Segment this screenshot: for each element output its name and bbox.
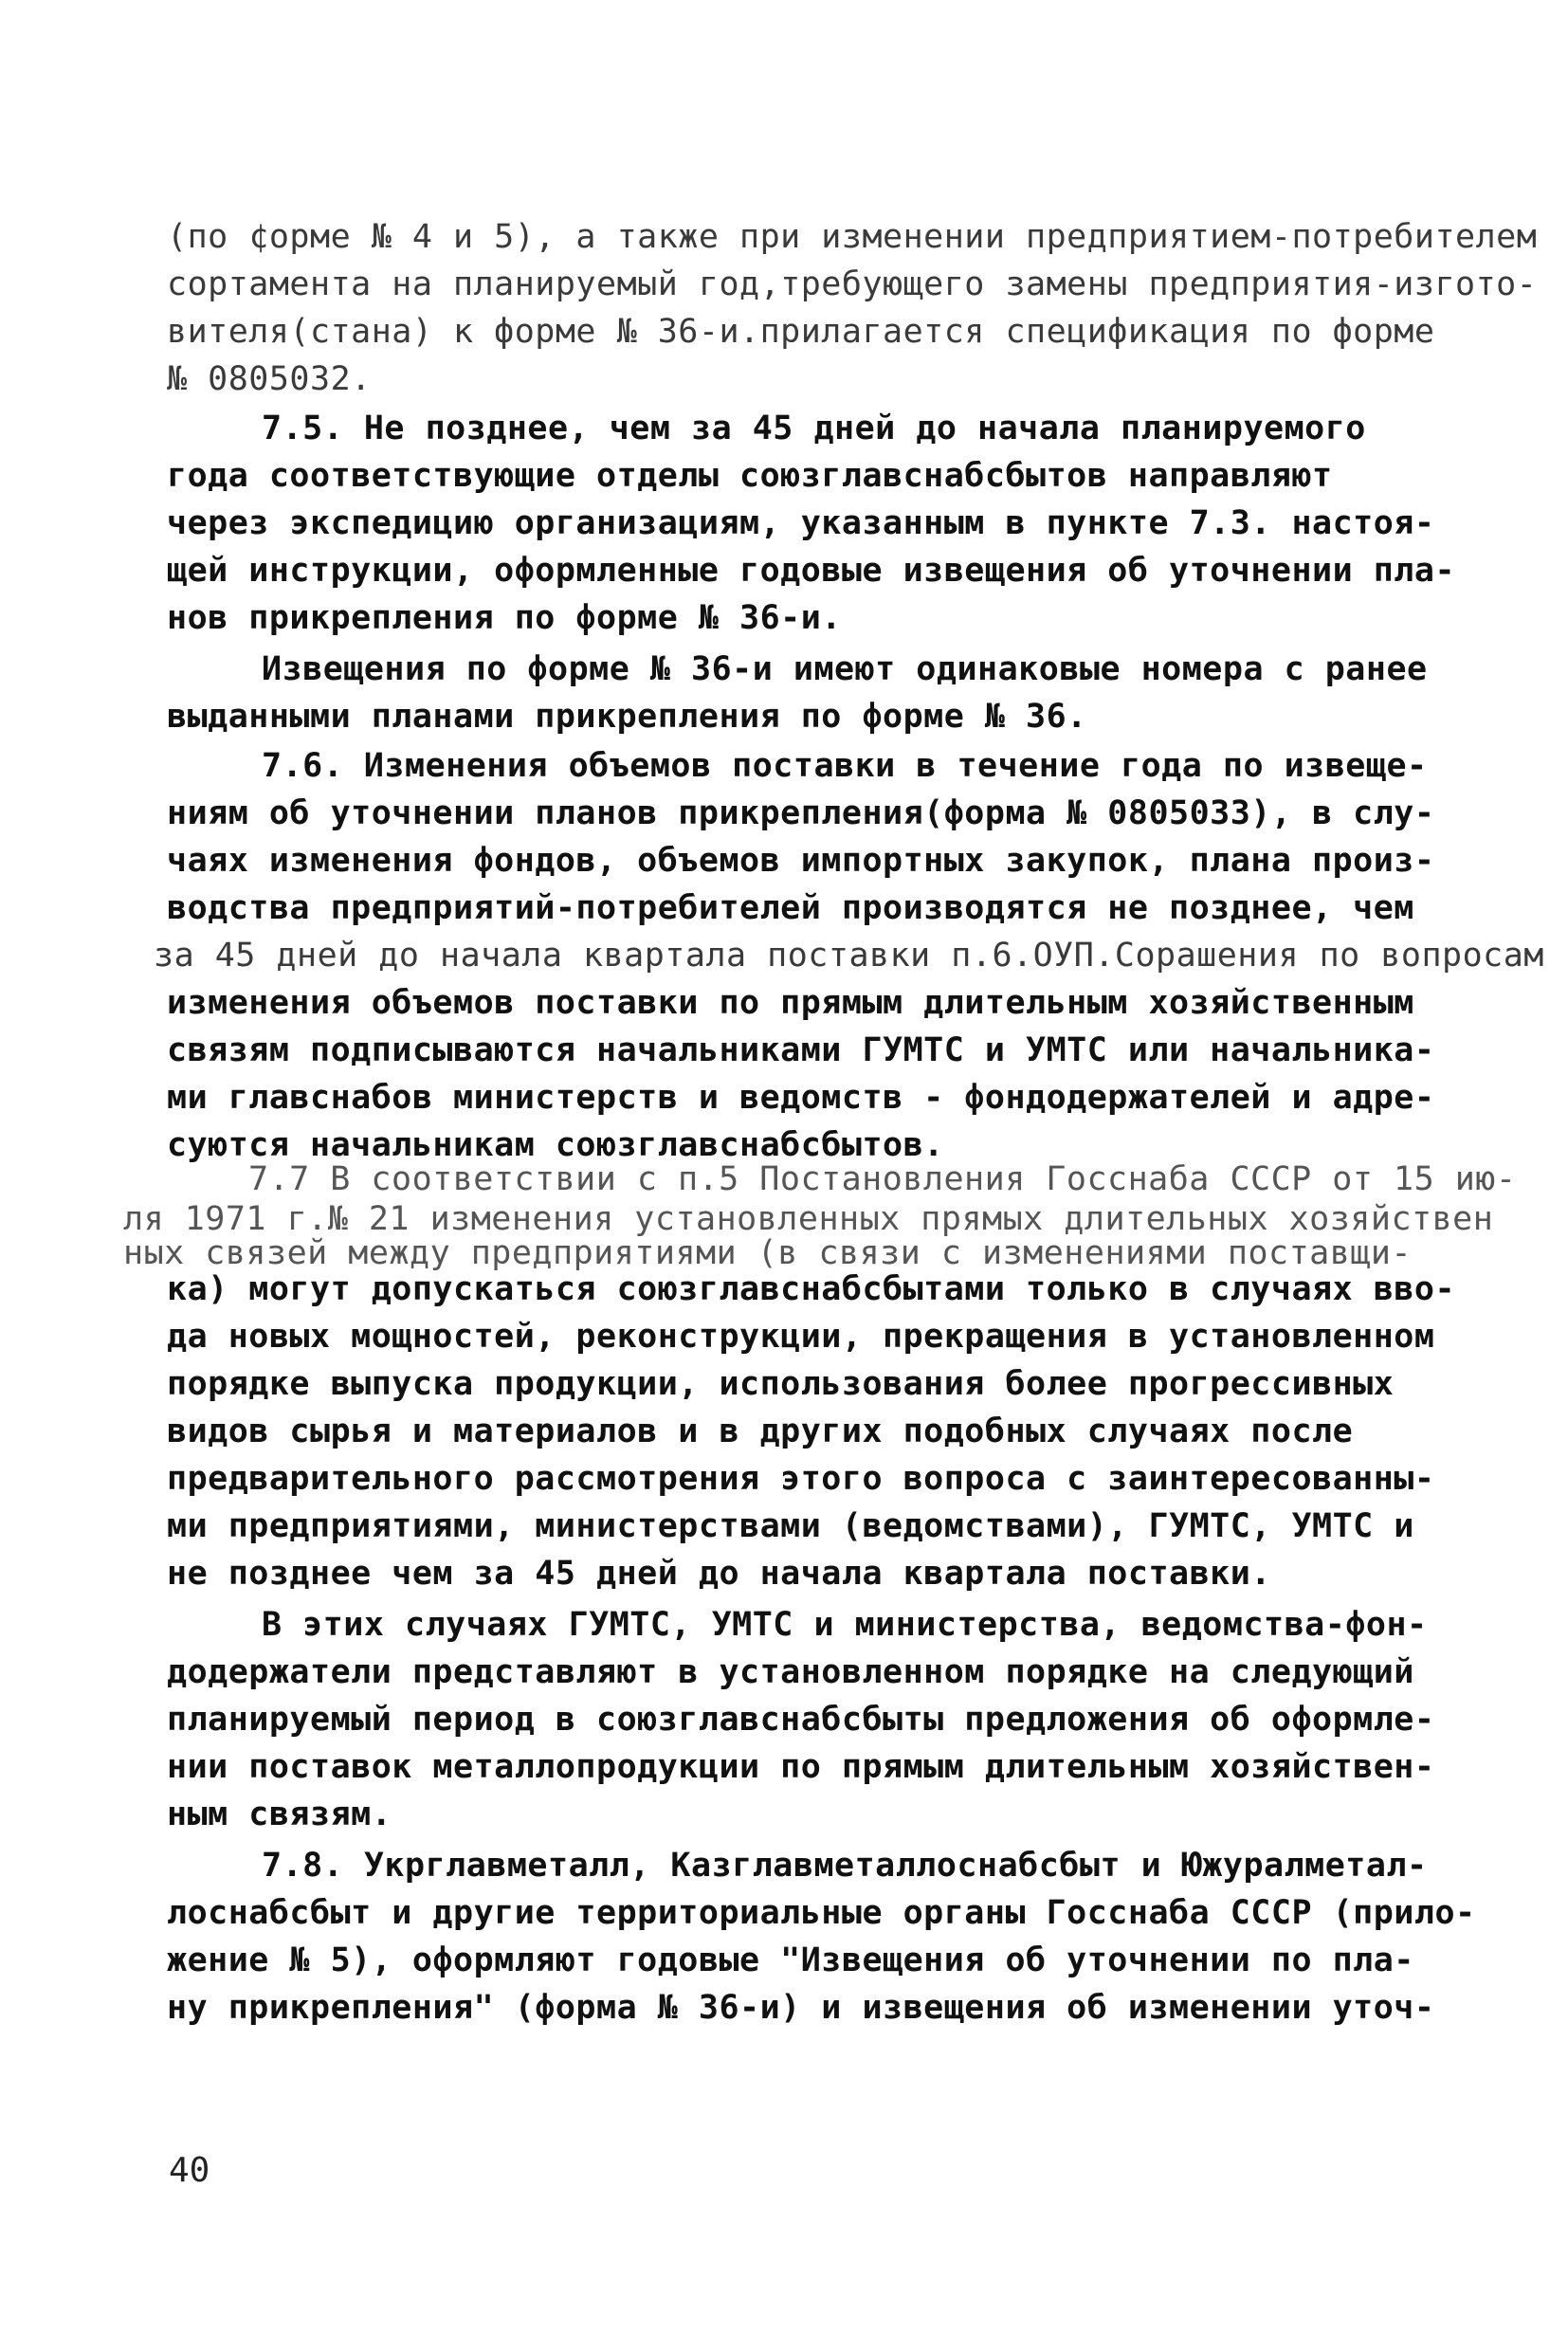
text-line-22: ля 1971 г.№ 21 изменения установленных прямых длительных хозяйствен	[123, 1200, 1494, 1238]
text-line-15: водства предприятий-потребителей производятся не позднее, чем	[167, 889, 1414, 927]
text-line-17: изменения объемов поставки по прямым длительным хозяйственным	[167, 984, 1414, 1022]
page-number: 40	[169, 2151, 210, 2190]
text-line-27: видов сырья и материалов и в других подобных случаях после	[167, 1412, 1354, 1450]
text-line-10: Извещения по форме № 36-и имеют одинаковые номера с ранее	[262, 650, 1428, 688]
text-line-28: предварительного рассмотрения этого вопроса с заинтересованны-	[167, 1460, 1435, 1498]
text-line-23: ных связей между предприятиями (в связи с изменениями поставщи-	[123, 1234, 1413, 1272]
text-line-35: ным связям.	[167, 1795, 392, 1833]
text-line-18: связям подписываются начальниками ГУМТС и УМТС или начальника-	[167, 1031, 1435, 1069]
text-line-2: сортамента на планируемый год,требующего замены предприятия-изгото-	[167, 265, 1538, 303]
text-line-36: 7.8. Укрглавметалл, Казглавметаллоснабсбыт и Южуралметал-	[262, 1847, 1428, 1885]
text-line-38: жение № 5), оформляют годовые "Извещения об уточнении по пла-	[167, 1941, 1414, 1979]
text-line-7: через экспедицию организациям, указанным в пункте 7.3. настоя-	[167, 504, 1435, 542]
text-line-34: нии поставок металлопродукции по прямым длительным хозяйствен-	[167, 1748, 1435, 1786]
text-line-13: ниям об уточнении планов прикрепления(форма № 0805033), в слу-	[167, 794, 1435, 832]
text-line-37: лоснабсбыт и другие территориальные органы Госснаба СССР (прило-	[167, 1894, 1476, 1932]
text-line-25: да новых мощностей, реконструкции, прекращения в установленном	[167, 1318, 1435, 1356]
text-line-3: вителя(стана) к форме № 36-и.прилагается спецификация по форме	[167, 313, 1435, 351]
text-line-29: ми предприятиями, министерствами (ведомствами), ГУМТС, УМТС и	[167, 1507, 1414, 1545]
text-line-31: В этих случаях ГУМТС, УМТС и министерства, ведомства-фон-	[262, 1606, 1428, 1644]
text-line-39: ну прикрепления" (форма № 36-и) и извещения об изменении уточ-	[167, 1989, 1435, 2027]
text-line-4: № 0805032.	[167, 360, 372, 398]
text-line-26: порядке выпуска продукции, использования более прогрессивных	[167, 1365, 1395, 1403]
text-line-19: ми главснабов министерств и ведомств - фондодержателей и адре-	[167, 1079, 1435, 1117]
text-line-6: года соответствующие отделы союзглавснабсбытов направляют	[167, 457, 1333, 495]
text-line-32: додержатели представляют в установленном порядке на следующий	[167, 1653, 1414, 1691]
text-line-30: не позднее чем за 45 дней до начала квартала поставки.	[167, 1555, 1271, 1593]
text-line-33: планируемый период в союзглавснабсбыты предложения об оформле-	[167, 1701, 1435, 1739]
text-line-14: чаях изменения фондов, объемов импортных закупок, плана произ-	[167, 842, 1435, 880]
text-line-9: нов прикрепления по форме № 36-и.	[167, 599, 842, 637]
text-line-8: щей инструкции, оформленные годовые извещения об уточнении пла-	[167, 552, 1456, 590]
text-line-5: 7.5. Не позднее, чем за 45 дней до начала планируемого	[262, 410, 1366, 447]
text-line-21: 7.7 В соответствии с п.5 Постановления Госснаба СССР от 15 ию-	[248, 1160, 1517, 1198]
text-line-12: 7.6. Изменения объемов поставки в течение года по извеще-	[262, 747, 1428, 785]
text-line-11: выданными планами прикрепления по форме № 36.	[167, 698, 1087, 736]
text-line-1: (по ¢орме № 4 и 5), а также при изменении предприятием-потребителем	[167, 218, 1538, 256]
text-line-24: ка) могут допускаться союзглавснабсбытами только в случаях вво-	[167, 1270, 1456, 1308]
text-line-20: суются начальникам союзглавснабсбытов.	[167, 1126, 944, 1164]
text-line-16: за 45 дней до начала квартала поставки п.6.ОУП.Сорашения по вопросам	[154, 937, 1544, 975]
